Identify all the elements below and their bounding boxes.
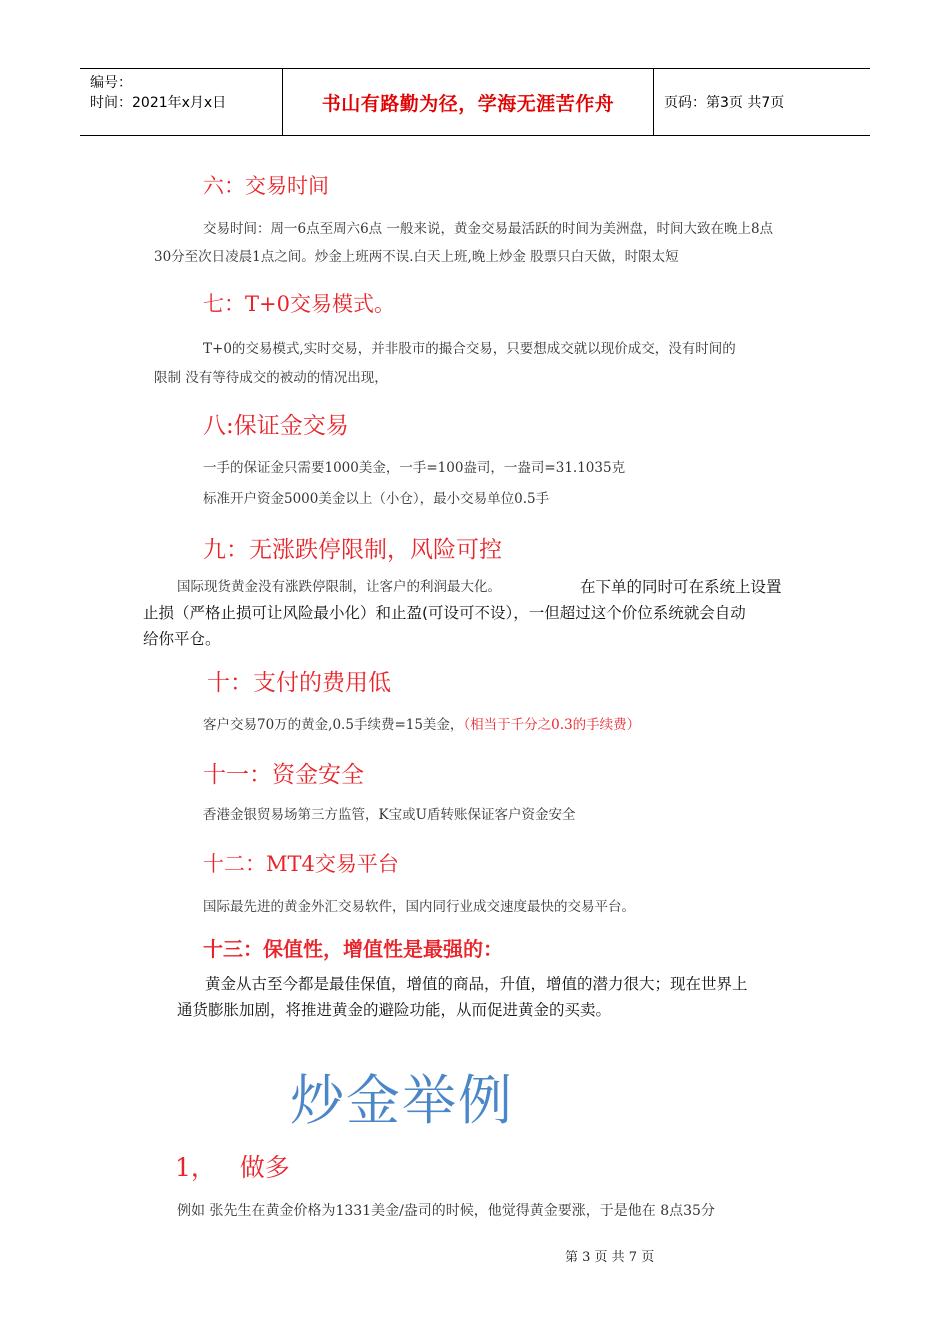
header-page-info: 页码：第3页 共7页 xyxy=(664,95,785,111)
section-9-line-2: 止损（严格止损可让风险最小化）和止盈(可设可不设），一但超过这个价位系统就会自动 xyxy=(143,604,746,622)
document-number-label: 编号： xyxy=(90,75,132,91)
section-10-line-1 xyxy=(203,713,640,737)
section-9-line-1b: 在下单的同时可在系统上设置 xyxy=(580,578,782,596)
section-8-title: 八:保证金交易 xyxy=(203,413,349,439)
section-9-line-1a: 国际现货黄金没有涨跌停限制，让客户的利润最大化。 xyxy=(177,579,501,595)
section-13-line-1: 黄金从古至今都是最佳保值，增值的商品，升值，增值的潜力很大；现在世界上 xyxy=(205,975,748,993)
section-7-line-2: 限制 没有等待成交的被动的情况出现， xyxy=(154,370,388,386)
section-7-line-1: T+0的交易模式,实时交易，并非股市的撮合交易，只要想成交就以现价成交，没有时间的 xyxy=(203,341,736,357)
example-item-1-line-1: 例如 张先生在黄金价格为1331美金/盎司的时候，他觉得黄金要涨，于是他在 8点35分 xyxy=(177,1203,715,1219)
section-12-title: 十二：MT4交易平台 xyxy=(203,852,399,876)
header-left-cell xyxy=(80,69,282,135)
section-11-title: 十一：资金安全 xyxy=(203,762,364,788)
page-footer: 第 3 页 共 7 页 xyxy=(565,1250,655,1265)
document-header xyxy=(80,68,870,136)
section-8-line-2: 标准开户资金5000美金以上（小仓），最小交易单位0.5手 xyxy=(203,491,550,507)
section-9-title: 九：无涨跌停限制，风险可控 xyxy=(203,537,502,563)
section-6-line-2: 30分至次日凌晨1点之间。炒金上班两不误.白天上班,晚上炒金 股票只白天做，时限太短 xyxy=(154,249,679,265)
document-date-label: 时间：2021年x月x日 xyxy=(90,95,227,111)
section-7-title: 七：T+0交易模式。 xyxy=(203,292,395,316)
section-13-line-2: 通货膨胀加剧，将推进黄金的避险功能，从而促进黄金的买卖。 xyxy=(177,1001,612,1019)
section-11-line-1: 香港金银贸易场第三方监管，K宝或U盾转账保证客户资金安全 xyxy=(203,807,576,823)
section-6-line-1: 交易时间：周一6点至周六6点 一般来说，黄金交易最活跃的时间为美洲盘，时间大致在晚上8点 xyxy=(203,221,774,237)
section-10-title: 十：支付的费用低 xyxy=(207,670,391,696)
section-9-line-3: 给你平仓。 xyxy=(143,630,221,648)
section-8-line-1: 一手的保证金只需要1000美金，一手=100盎司，一盎司=31.1035克 xyxy=(203,460,626,476)
header-motto: 书山有路勤为径，学海无涯苦作舟 xyxy=(282,69,654,135)
section-6-title: 六：交易时间 xyxy=(203,174,329,198)
section-10-fee-note: （相当于千分之0.3的手续费） xyxy=(463,717,641,733)
section-13-title: 十三：保值性，增值性是最强的： xyxy=(203,937,503,961)
example-title: 炒金举例 xyxy=(290,1069,514,1132)
example-item-1-title: 1， 做多 xyxy=(175,1153,290,1182)
section-10-line-1-text: 客户交易70万的黄金,0.5手续费=15美金， xyxy=(203,717,464,733)
section-12-line-1: 国际最先进的黄金外汇交易软件，国内同行业成交速度最快的交易平台。 xyxy=(203,899,635,915)
